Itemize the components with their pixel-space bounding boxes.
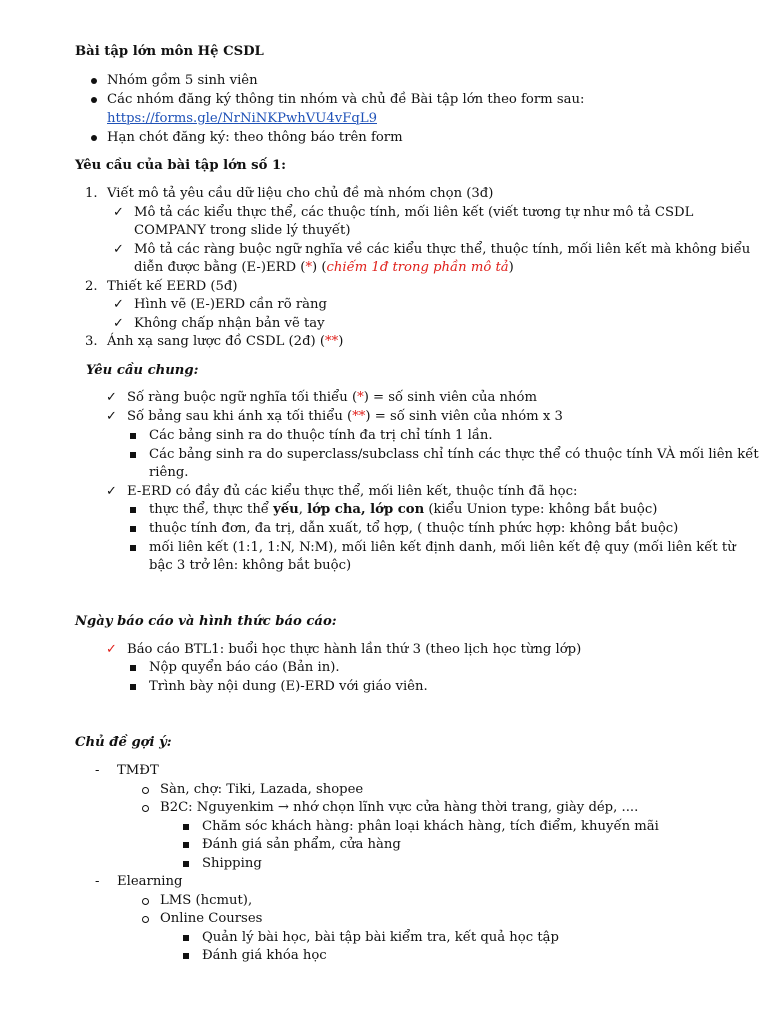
circle-bullet-icon bbox=[142, 805, 149, 812]
list-number: 2. bbox=[85, 279, 98, 294]
topic-ecommerce-item-2: B2C: Nguyenkim → nhớ chọn lĩnh vực cửa hàng thời trang, giày dép, .... bbox=[160, 800, 639, 815]
check-icon: ✓ bbox=[113, 242, 124, 257]
topics-heading: Chủ đề gợi ý: bbox=[75, 735, 172, 750]
check-icon: ✓ bbox=[113, 297, 124, 312]
general-item-3: E-ERD có đầy đủ các kiểu thực thể, mối liên kết, thuộc tính đã học: bbox=[127, 484, 578, 499]
check-icon: ✓ bbox=[106, 484, 117, 499]
text-run: ) bbox=[338, 334, 344, 349]
report-item-1-sub-2: Trình bày nội dung (E)-ERD với giáo viên. bbox=[149, 679, 428, 694]
req1-item-2-sub-1: Hình vẽ (E-)ERD cần rõ ràng bbox=[134, 297, 327, 312]
circle-bullet-icon bbox=[142, 787, 149, 794]
bold-term: yếu bbox=[273, 502, 299, 517]
topic-ecommerce-item-2-sub-1: Chăm sóc khách hàng: phân loại khách hàng, tích điểm, khuyến mãi bbox=[202, 819, 659, 834]
text-run: ) ( bbox=[312, 260, 327, 275]
dash-bullet-icon: - bbox=[95, 763, 100, 778]
general-item-2 bbox=[127, 408, 563, 426]
req1-heading: Yêu cầu của bài tập lớn số 1: bbox=[75, 158, 286, 173]
req1-item-3 bbox=[107, 333, 343, 351]
topic-elearning-item-1: LMS (hcmut), bbox=[160, 893, 253, 908]
square-bullet-icon bbox=[130, 684, 136, 690]
dash-bullet-icon: - bbox=[95, 874, 100, 889]
constraint-marker: * bbox=[305, 260, 313, 275]
check-icon: ✓ bbox=[113, 316, 124, 331]
intro-item-register: Các nhóm đăng ký thông tin nhóm và chủ đề Bài tập lớn theo form sau: bbox=[107, 92, 585, 107]
list-number: 3. bbox=[85, 334, 98, 349]
req1-item-2-sub-2: Không chấp nhận bản vẽ tay bbox=[134, 316, 325, 331]
general-item-3-sub-1 bbox=[149, 501, 657, 519]
list-number: 1. bbox=[85, 186, 98, 201]
topic-elearning-item-2: Online Courses bbox=[160, 911, 263, 926]
text-run: ) bbox=[508, 260, 514, 275]
text-run: (kiểu Union type: không bắt buộc) bbox=[424, 502, 658, 517]
square-bullet-icon bbox=[183, 935, 189, 941]
text-run: diễn được bằng (E-)ERD ( bbox=[134, 260, 306, 275]
table-marker: ** bbox=[325, 334, 339, 349]
text-run: Số ràng buộc ngữ nghĩa tối thiểu ( bbox=[127, 390, 358, 405]
req1-item-1-sub-2-line1: Mô tả các ràng buộc ngữ nghĩa về các kiểu thực thể, thuộc tính, mối liên kết mà không biểu bbox=[134, 242, 751, 257]
square-bullet-icon bbox=[130, 452, 136, 458]
square-bullet-icon bbox=[183, 861, 189, 867]
topic-ecommerce-item-2-sub-2: Đánh giá sản phẩm, cửa hàng bbox=[202, 837, 401, 852]
square-bullet-icon bbox=[183, 842, 189, 848]
bold-term: lớp cha, lớp con bbox=[307, 502, 425, 517]
general-item-2-sub-2-line1: Các bảng sinh ra do superclass/subclass chỉ tính các thực thể có thuộc tính VÀ mối liên kết bbox=[149, 447, 759, 462]
check-icon: ✓ bbox=[106, 390, 117, 405]
circle-bullet-icon bbox=[142, 916, 149, 923]
general-item-2-sub-2-line2: riêng. bbox=[149, 465, 189, 480]
square-bullet-icon bbox=[130, 433, 136, 439]
text-run: Ánh xạ sang lược đồ CSDL (2đ) ( bbox=[107, 334, 325, 349]
intro-item-deadline: Hạn chót đăng ký: theo thông báo trên form bbox=[107, 130, 403, 145]
topic-ecommerce-item-2-sub-3: Shipping bbox=[202, 856, 262, 871]
check-icon: ✓ bbox=[113, 205, 124, 220]
square-bullet-icon bbox=[183, 953, 189, 959]
check-icon: ✓ bbox=[106, 409, 117, 424]
topic-elearning: Elearning bbox=[117, 874, 183, 889]
topic-ecommerce-item-1: Sàn, chợ: Tiki, Lazada, shopee bbox=[160, 782, 364, 797]
report-item-1-sub-1: Nộp quyển báo cáo (Bản in). bbox=[149, 660, 340, 675]
check-icon: ✓ bbox=[106, 642, 117, 657]
topic-elearning-item-2-sub-1: Quản lý bài học, bài tập bài kiểm tra, kết quả học tập bbox=[202, 930, 559, 945]
circle-bullet-icon bbox=[142, 898, 149, 905]
page-title: Bài tập lớn môn Hệ CSDL bbox=[75, 44, 264, 59]
req1-item-1-sub-1-line1: Mô tả các kiểu thực thể, các thuộc tính, mối liên kết (viết tương tự như mô tả CSDL bbox=[134, 205, 694, 220]
square-bullet-icon bbox=[130, 526, 136, 532]
text-run: ) = số sinh viên của nhóm x 3 bbox=[365, 409, 563, 424]
req1-item-1-sub-2-line2 bbox=[134, 259, 514, 277]
general-heading: Yêu cầu chung: bbox=[86, 363, 199, 378]
square-bullet-icon bbox=[130, 665, 136, 671]
bullet-icon bbox=[91, 78, 97, 84]
general-item-1 bbox=[127, 389, 537, 407]
req1-item-2: Thiết kế EERD (5đ) bbox=[107, 279, 238, 294]
req1-item-1: Viết mô tả yêu cầu dữ liệu cho chủ đề mà nhóm chọn (3đ) bbox=[107, 186, 494, 201]
text-run: ) = số sinh viên của nhóm bbox=[363, 390, 537, 405]
score-note: chiếm 1đ trong phần mô tả bbox=[326, 260, 509, 275]
general-item-3-sub-2: thuộc tính đơn, đa trị, dẫn xuất, tổ hợp, ( thuộc tính phức hợp: không bắt buộc) bbox=[149, 521, 679, 536]
intro-item-group: Nhóm gồm 5 sinh viên bbox=[107, 73, 258, 88]
report-heading: Ngày báo cáo và hình thức báo cáo: bbox=[75, 614, 337, 629]
square-bullet-icon bbox=[130, 507, 136, 513]
general-item-3-sub-3-line2: bậc 3 trở lên: không bắt buộc) bbox=[149, 558, 352, 573]
report-item-1: Báo cáo BTL1: buổi học thực hành lần thứ 3 (theo lịch học từng lớp) bbox=[127, 642, 582, 657]
bullet-icon bbox=[91, 97, 97, 103]
req1-item-1-sub-1-line2: COMPANY trong slide lý thuyết) bbox=[134, 223, 351, 238]
square-bullet-icon bbox=[183, 824, 189, 830]
square-bullet-icon bbox=[130, 545, 136, 551]
table-marker: ** bbox=[352, 409, 366, 424]
general-item-2-sub-1: Các bảng sinh ra do thuộc tính đa trị chỉ tính 1 lần. bbox=[149, 428, 493, 443]
general-item-3-sub-3-line1: mối liên kết (1:1, 1:N, N:M), mối liên kết định danh, mối liên kết đệ quy (mối liên kết từ bbox=[149, 540, 736, 555]
text-run: Số bảng sau khi ánh xạ tối thiểu ( bbox=[127, 409, 353, 424]
text-run: , bbox=[298, 502, 308, 517]
topic-elearning-item-2-sub-2: Đánh giá khóa học bbox=[202, 948, 327, 963]
constraint-marker: * bbox=[357, 390, 364, 405]
bullet-icon bbox=[91, 135, 97, 141]
registration-form-link[interactable]: https://forms.gle/NrNiNKPwhVU4vFqL9 bbox=[107, 111, 377, 126]
text-run: thực thể, thực thể bbox=[149, 502, 274, 517]
topic-ecommerce: TMĐT bbox=[117, 763, 159, 778]
